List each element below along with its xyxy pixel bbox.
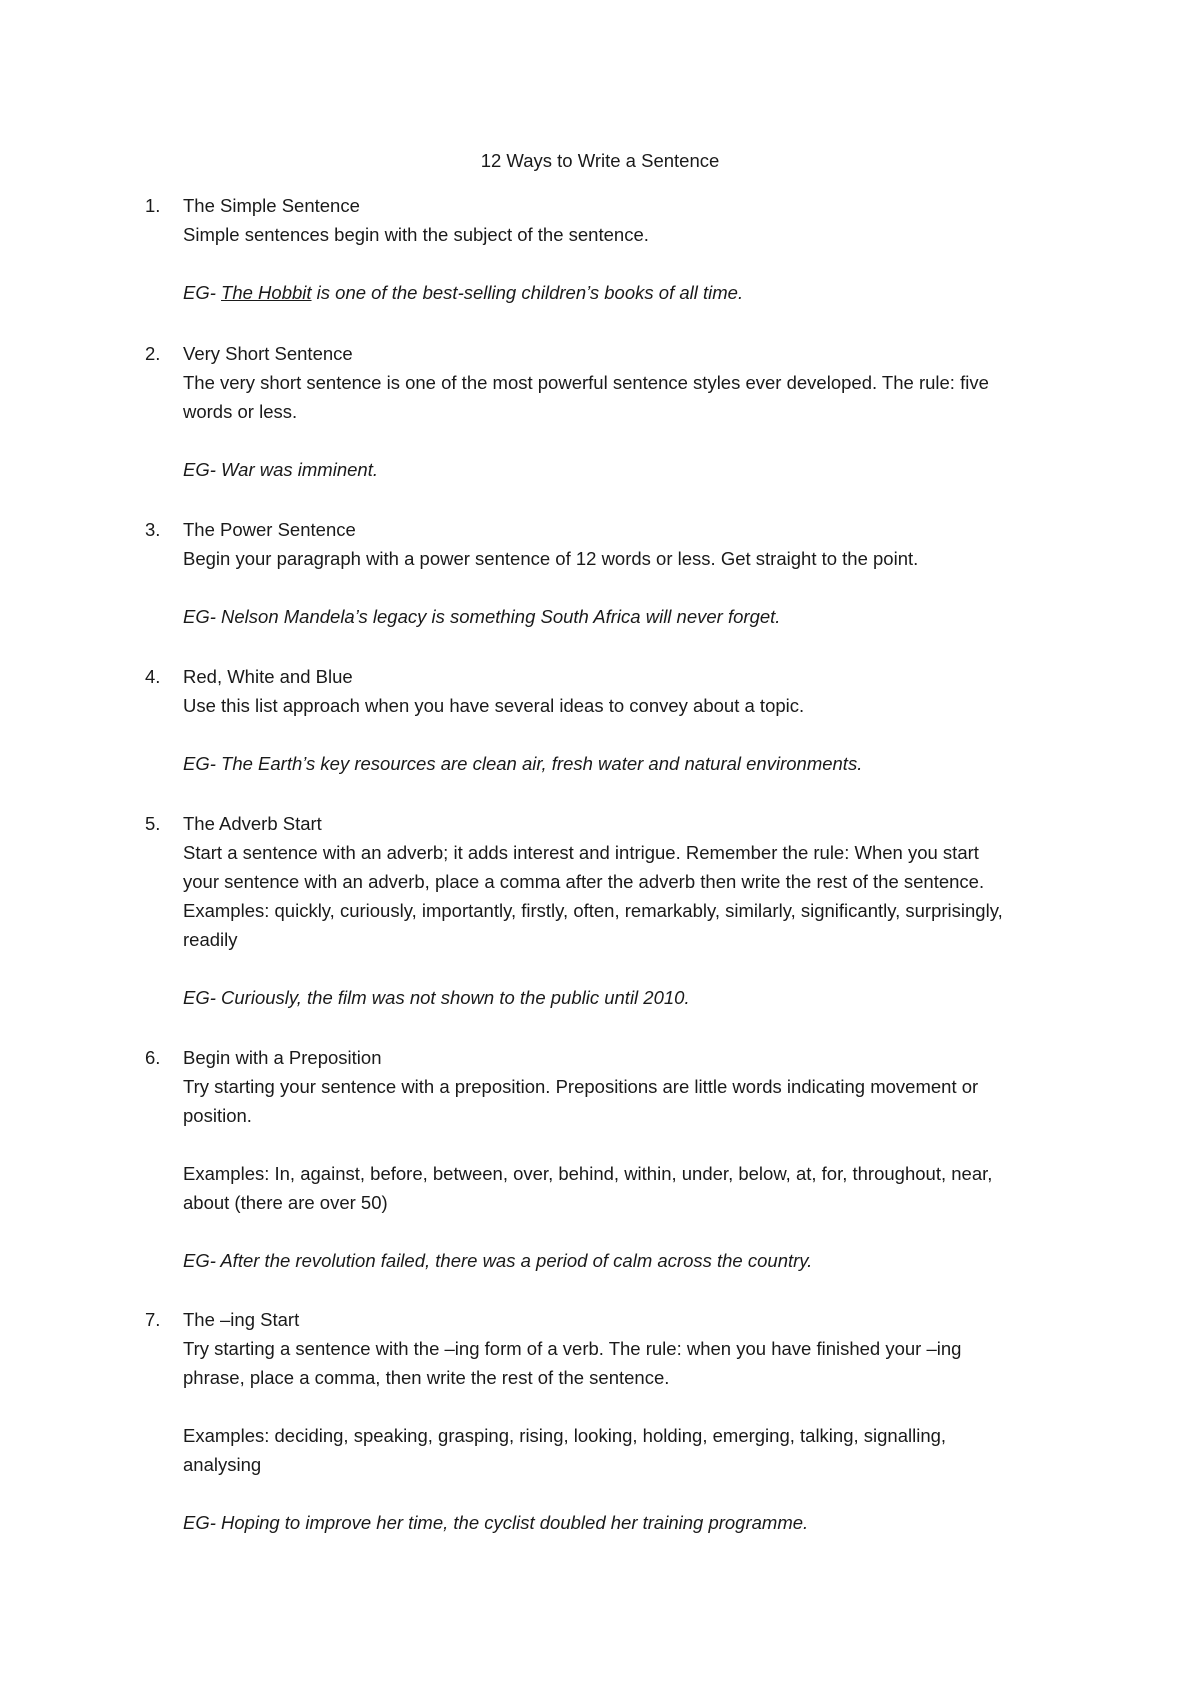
item-example: EG- Curiously, the film was not shown to the public until 2010. (183, 987, 690, 1008)
item-heading: The Power Sentence (183, 519, 356, 540)
item-text: words or less. (183, 401, 298, 422)
item-number: 6. (145, 1047, 161, 1068)
item-heading: The Adverb Start (183, 813, 322, 834)
item-number: 7. (145, 1309, 161, 1330)
item-examples-text: about (there are over 50) (183, 1192, 388, 1213)
item-example: EG- The Earth’s key resources are clean air, fresh water and natural environments. (183, 753, 863, 774)
item-body (183, 515, 1103, 631)
item-number: 4. (145, 666, 161, 687)
item-text: readily (183, 929, 238, 950)
item-text: Use this list approach when you have several ideas to convey about a topic. (183, 695, 805, 716)
item-body (183, 339, 1103, 484)
item-heading: Begin with a Preposition (183, 1047, 382, 1068)
item-text: phrase, place a comma, then write the rest of the sentence. (183, 1367, 670, 1388)
item-examples-text: Examples: deciding, speaking, grasping, rising, looking, holding, emerging, talking, signalling, (183, 1425, 947, 1446)
item-heading: Red, White and Blue (183, 666, 353, 687)
item-text: position. (183, 1105, 252, 1126)
item-example: EG- Hoping to improve her time, the cyclist doubled her training programme. (183, 1512, 809, 1533)
item-text: Simple sentences begin with the subject of the sentence. (183, 224, 649, 245)
item-text: your sentence with an adverb, place a comma after the adverb then write the rest of the sentence. (183, 871, 985, 892)
item-text: Start a sentence with an adverb; it adds interest and intrigue. Remember the rule: When you start (183, 842, 979, 863)
item-text: Begin your paragraph with a power sentence of 12 words or less. Get straight to the point. (183, 548, 919, 569)
item-examples-text: Examples: In, against, before, between, over, behind, within, under, below, at, for, throughout, near, (183, 1163, 993, 1184)
item-example: EG- Nelson Mandela’s legacy is something South Africa will never forget. (183, 606, 781, 627)
example-prefix: EG- (183, 282, 222, 303)
item-text: Try starting a sentence with the –ing form of a verb. The rule: when you have finished your –ing (183, 1338, 962, 1359)
item-number: 2. (145, 343, 161, 364)
item-body (183, 1043, 1103, 1275)
item-text: Examples: quickly, curiously, importantly, firstly, often, remarkably, similarly, significantly, surprisingly, (183, 900, 1003, 921)
item-number: 3. (145, 519, 161, 540)
item-number: 5. (145, 813, 161, 834)
item-example: EG- War was imminent. (183, 459, 378, 480)
item-body (183, 662, 1103, 778)
item-body (183, 191, 1103, 307)
item-text: The very short sentence is one of the most powerful sentence styles ever developed. The rule: five (183, 372, 989, 393)
example-rest: is one of the best-selling children’s books of all time. (311, 282, 744, 303)
document-title: 12 Ways to Write a Sentence (480, 150, 720, 171)
item-text: Try starting your sentence with a preposition. Prepositions are little words indicating movement or (183, 1076, 979, 1097)
item-example: EG- After the revolution failed, there was a period of calm across the country. (183, 1250, 813, 1271)
book-title: The Hobbit (221, 282, 312, 303)
item-number: 1. (145, 195, 161, 216)
item-heading: The –ing Start (183, 1309, 300, 1330)
item-body (183, 1305, 1103, 1537)
item-heading: Very Short Sentence (183, 343, 353, 364)
item-example (183, 278, 1103, 307)
item-examples-text: analysing (183, 1454, 262, 1475)
item-body (183, 809, 1103, 1012)
item-heading: The Simple Sentence (183, 195, 360, 216)
